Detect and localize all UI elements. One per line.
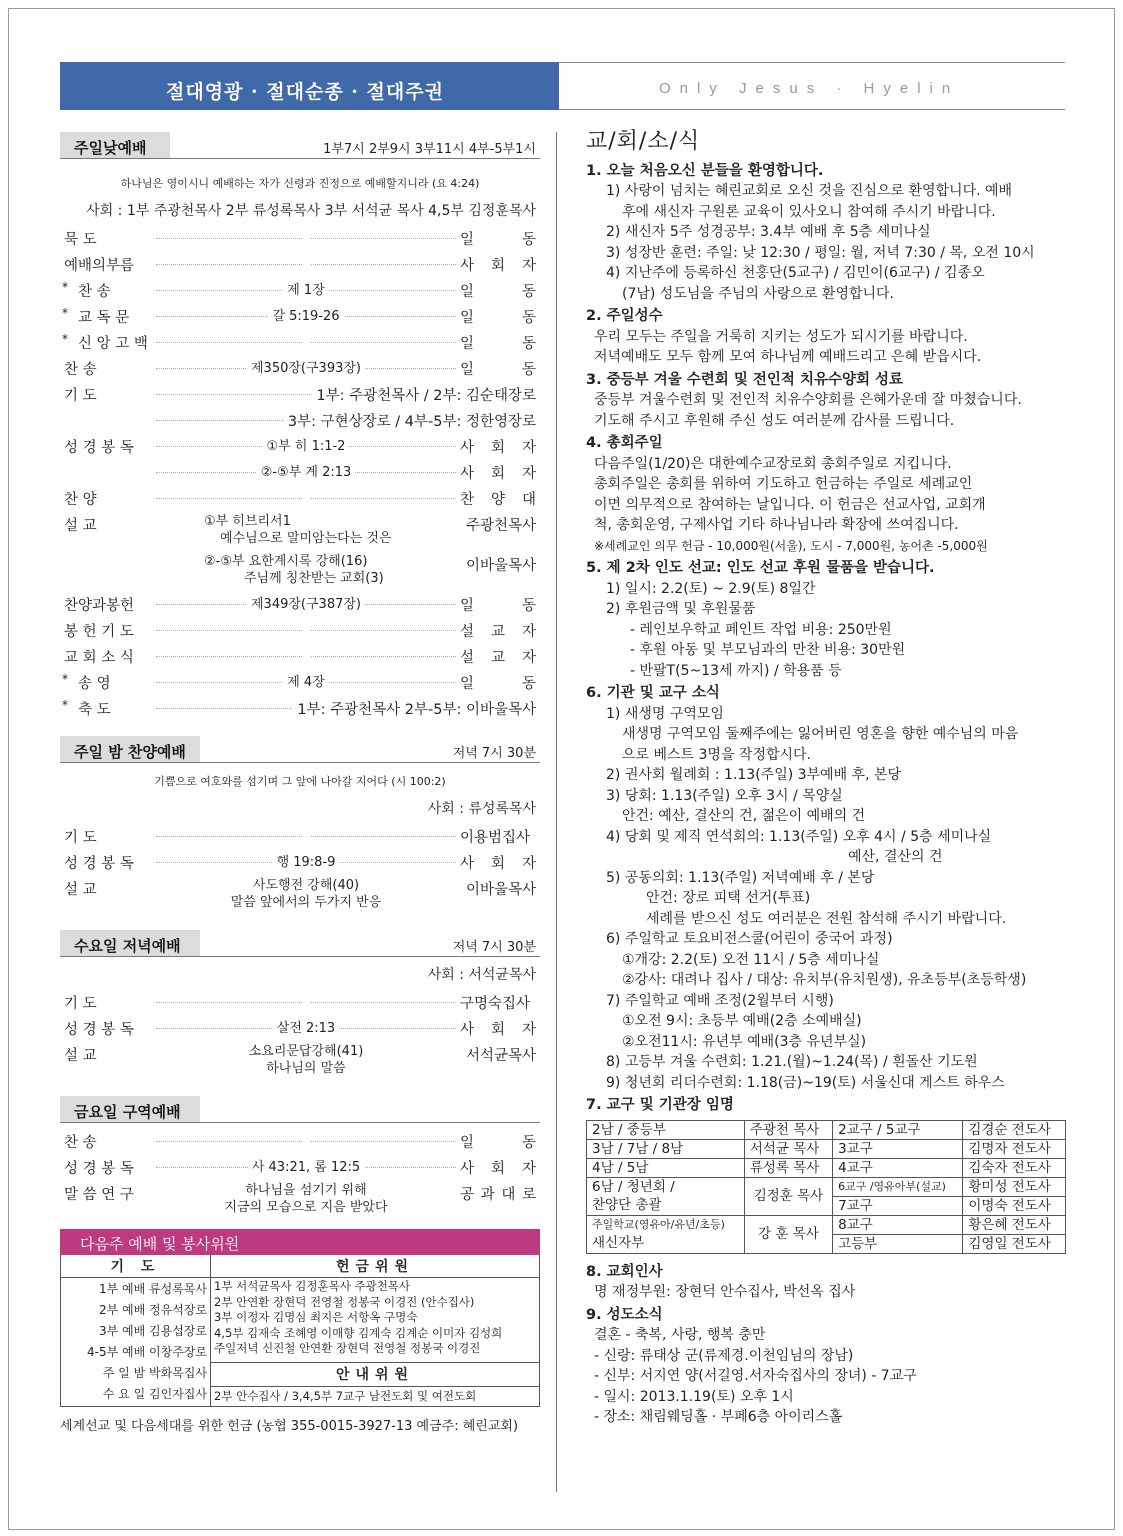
news-heading: 6. 기관 및 교구 소식 (586, 685, 720, 701)
order-label: 교 독 문 (78, 310, 130, 326)
news-line: 안건: 장로 피택 선거(투표) (646, 890, 811, 906)
order-leader: 일 동 (460, 280, 536, 301)
sermon-title: 예수님으로 말미암는다는 것은 (200, 531, 396, 546)
news-line: - 레인보우학교 페인트 작업 비용: 250만원 (630, 621, 892, 638)
order-label: 말 씀 연 구 (64, 1187, 134, 1203)
news-line: 4) 지난주에 등록하신 천홍단(5교구) / 김민이(6교구) / 김종오 (606, 265, 985, 281)
order-content (302, 331, 310, 346)
news-line: 2) 새신자 5주 성경공부: 3.4부 예배 후 5층 세미나실 (606, 224, 931, 240)
news-line: 3) 당회: 1.13(주일) 오후 3시 / 목양실 (606, 787, 843, 804)
offering-assignment: 1부 서석균목사 김정훈목사 주광천목사 (214, 1279, 411, 1293)
sermon-text: 사도행전 강해(40) (249, 878, 363, 893)
order-row (60, 616, 540, 642)
order-row: * 신 앙 고 백 일 동 (62, 332, 536, 352)
order-row (60, 822, 540, 848)
appointment-cell: 김정훈 목사 (744, 1177, 832, 1215)
order-leader: 구명숙집사 (460, 992, 536, 1013)
order-row (60, 250, 540, 276)
news-line: 3) 성장반 훈련: 주일: 낮 12:30 / 평일: 월, 저녁 7:30 / 목, 오전 10시 (606, 244, 1035, 261)
order-leader: 공 과 대 로 (460, 1183, 536, 1204)
news-line: (7남) 성도님을 주님의 사랑으로 환영합니다. (622, 285, 894, 302)
order-label: 기 도 (64, 996, 97, 1012)
order-label: 기 도 (64, 830, 97, 846)
news-line: - 신부: 서지연 양(서길영.서자숙집사의 장녀) - 7교구 (594, 1368, 917, 1384)
prayer-assignment: 2부 예배 정유석장로 (98, 1303, 207, 1317)
news-heading: 7. 교구 및 기관장 임명 (586, 1097, 734, 1113)
order-label: 성 경 봉 독 (64, 1022, 134, 1038)
order-leader: 1부: 주광천목사 2부-5부: 이바울목사 (293, 698, 536, 719)
order-content (302, 253, 310, 268)
order-label: 기 도 (64, 388, 97, 404)
appointment-cell: 김경순 전도사 (963, 1120, 1066, 1139)
order-label: 봉 헌 기 도 (64, 624, 134, 640)
column-divider (556, 132, 557, 1492)
news-line: 우리 모두는 주일을 거룩히 지키는 성도가 되시기를 바랍니다. (594, 328, 968, 345)
order-row: * 축 도 1부: 주광천목사 2부-5부: 이바울목사 (62, 698, 536, 718)
news-line: 후에 새신자 구원론 교육이 있사오니 참여해 주시기 바랍니다. (622, 203, 996, 220)
news-line: 으로 베스트 3명을 작정합시다. (622, 746, 811, 763)
sermon-title: 하나님의 말씀 (262, 1061, 349, 1076)
appointment-cell: 고등부 (833, 1234, 963, 1253)
order-content (302, 645, 310, 660)
offering-assignment: 주일저녁 신진철 안연환 장현덕 전영철 정봉국 이경진 (214, 1341, 481, 1355)
header-banner: 절대영광 · 절대순종 · 절대주권 (60, 62, 559, 110)
news-line: 7) 주일학교 예배 조정(2월부터 시행) (606, 992, 834, 1009)
order-leader: 사 회 자 (460, 254, 536, 275)
order-content (302, 227, 310, 242)
order-row (60, 988, 540, 1014)
service-time: 저녁 7시 30분 (452, 940, 536, 955)
order-content: 행 19:8-9 (273, 855, 340, 870)
next-week-section (60, 1229, 540, 1407)
header-tagline: Only Jesus · Hyelin (559, 62, 1065, 110)
offering-assignment: 3부 이정자 김명심 최지은 서항옥 구명숙 (214, 1310, 418, 1324)
appointment-cell: 이명숙 전도사 (963, 1196, 1066, 1215)
appointment-cell: 2교구 / 5교구 (833, 1120, 963, 1139)
presider: 사회 : 류성록목사 (427, 801, 536, 817)
appointment-cell: 3남 / 7남 / 8남 (587, 1139, 745, 1158)
col-offering: 헌금위원 (211, 1255, 540, 1278)
sermon-title: 주님께 칭찬받는 교회(3) (200, 571, 388, 586)
col-guide: 안내위원 (211, 1362, 540, 1386)
news-line: ②강사: 대려나 집사 / 대상: 유치부(유치원생), 유초등부(초등학생) (622, 972, 1027, 988)
order-leader: 설 교 자 (460, 620, 536, 641)
order-leader: 주광천목사 (462, 514, 536, 535)
prayer-assignment: 1부 예배 류성록목사 (98, 1282, 207, 1296)
offering-assignment: 2부 안연환 장현덕 전영철 정봉국 이경진 (안수집사) (214, 1294, 475, 1309)
news-line: ②오전11시: 유년부 예배(3층 유년부실) (622, 1033, 867, 1050)
order-content (302, 825, 310, 840)
order-row (60, 1127, 540, 1153)
presider: 사회 : 1부 주광천목사 2부 류성록목사 3부 서석균 목사 4,5부 김정훈목사 (86, 203, 536, 219)
appointment-cell: 8교구 (833, 1215, 963, 1234)
guide-text: 2부 안수집사 / 3,4,5부 7교구 남전도회 및 여전도회 (211, 1386, 540, 1406)
order-leader: 일 동 (460, 1131, 536, 1152)
order-content: 제 1장 (283, 283, 329, 298)
worship-column (60, 132, 540, 1434)
news-line: - 반팔T(5~13세 까지) / 학용품 등 (630, 662, 842, 679)
order-label: 설 교 (64, 1048, 97, 1064)
section-header-sunday (60, 132, 540, 159)
news-heading: 9. 성도소식 (586, 1306, 663, 1323)
section-title: 주일낮예배 (60, 132, 170, 158)
news-heading: 3. 중등부 겨울 수련회 및 전인적 치유수양회 성료 (586, 371, 904, 388)
order-label: 묵 도 (64, 232, 97, 248)
appointment-cell: 2남 / 중등부 (587, 1120, 745, 1139)
news-line: 이면 의무적으로 참여하는 날입니다. 이 헌금은 선교사업, 교회개 (594, 496, 986, 513)
order-leader: 일 동 (460, 228, 536, 249)
news-column (586, 129, 1066, 1428)
next-week-table (60, 1255, 540, 1407)
section-title: 수요일 저녁예배 (60, 930, 200, 956)
order-leader: 이바울목사 (462, 878, 536, 899)
order-content: ①부 히 1:1-2 (263, 439, 350, 454)
order-leader: 서석균목사 (462, 1044, 536, 1065)
news-line: 세례를 받으신 성도 여러분은 전원 참석해 주시기 바랍니다. (646, 910, 1007, 927)
news-line: - 장소: 채림웨딩홀 · 부페6층 아이리스홀 (594, 1409, 843, 1425)
order-label: 설 교 (64, 518, 97, 534)
order-content (302, 991, 310, 1006)
order-content (302, 487, 310, 502)
appointment-cell: 7교구 (833, 1196, 963, 1215)
appointment-cell: 류성록 목사 (744, 1158, 832, 1177)
news-heading: 8. 교회인사 (586, 1263, 663, 1280)
order-content: 제349장(구387장) (247, 597, 365, 612)
news-line: ※세례교인 의무 헌금 - 10,000원(서울), 도시 - 7,000원, 농어촌 -5,000원 (594, 538, 988, 553)
offering-assignment: 4,5부 김재숙 조혜영 이매향 김계숙 김계순 이미자 김성희 (214, 1325, 503, 1340)
order-row (60, 432, 540, 458)
order-content (302, 1130, 310, 1145)
order-row (60, 848, 540, 874)
order-label: 성 경 봉 독 (64, 1161, 134, 1177)
news-title: 교/회/소/식 (586, 129, 701, 154)
order-content: 살전 2:13 (273, 1021, 339, 1036)
order-content: 제350장(구393장) (247, 361, 365, 376)
order-label: 예배의부름 (64, 258, 135, 274)
order-label: 축 도 (78, 702, 111, 718)
appointment-cell: 황미성 전도사 (963, 1177, 1066, 1196)
news-line: 6) 주일학교 토요비전스쿨(어린이 중국어 과정) (606, 931, 893, 947)
order-row (60, 380, 540, 406)
appointment-cell: 김영일 전도사 (963, 1234, 1066, 1253)
news-line: 총회주일은 총회를 위하여 기도하고 헌금하는 주일로 세례교인 (594, 476, 973, 492)
order-label: 송 영 (78, 676, 111, 692)
news-line: 1) 사랑이 넘치는 혜린교회로 오신 것을 진심으로 환영합니다. 예배 (606, 183, 1013, 199)
order-leader: 일 동 (460, 594, 536, 615)
order-content: 갈 5:19-26 (268, 309, 343, 324)
study-title: 지금의 모습으로 지음 받았다 (220, 1200, 391, 1215)
appointment-cell: 서석균 목사 (744, 1139, 832, 1158)
appointment-cell: 황은혜 전도사 (963, 1215, 1066, 1234)
news-line: 5) 공동의회: 1.13(주일) 저녁예배 후 / 본당 (606, 869, 875, 886)
news-line: - 신랑: 류태상 군(류제경.이천임님의 장남) (594, 1347, 854, 1364)
order-row (60, 550, 540, 590)
study-text: 하나님을 섬기기 위해 (241, 1183, 370, 1198)
order-row (60, 224, 540, 250)
order-leader: 3부: 구현상장로 / 4부-5부: 정한영장로 (284, 410, 536, 431)
order-row (60, 1014, 540, 1040)
appointment-row (587, 1177, 1066, 1196)
news-line: 기도해 주시고 후원해 주신 성도 여러분께 감사를 드립니다. (594, 412, 955, 429)
order-row (60, 642, 540, 668)
news-line: 결혼 - 축복, 사랑, 행복 충만 (594, 1327, 766, 1343)
order-row (60, 1153, 540, 1179)
service-times: 1부7시 2부9시 3부11시 4부-5부1시 (323, 142, 536, 157)
news-line: 예산, 결산의 건 (848, 849, 943, 865)
verse: 하나님은 영이시니 예배하는 자가 신령과 진정으로 예배할지니라 (요 4:24) (120, 177, 480, 190)
order-label: 교 회 소 식 (64, 650, 134, 666)
order-leader: 사 회 자 (460, 436, 536, 457)
news-line: 1) 일시: 2.2(토) ~ 2.9(토) 8일간 (606, 580, 816, 597)
news-line: ①개강: 2.2(토) 오전 11시 / 5층 세미나실 (622, 951, 880, 968)
order-leader: 사 회 자 (460, 852, 536, 873)
sermon-text: 소요리문답강해(41) (245, 1044, 368, 1059)
appointment-cell: 4남 / 5남 (587, 1158, 745, 1177)
news-line: 새생명 구역모임 둘째주에는 잃어버린 영혼을 향한 예수님의 마음 (622, 726, 1019, 742)
sermon-text: ①부 히브리서1 (200, 514, 295, 529)
appointment-cell: 주광천 목사 (744, 1120, 832, 1139)
order-leader: 일 동 (460, 332, 536, 353)
news-heading: 1. 오늘 처음오신 분들을 환영합니다. (586, 162, 824, 179)
prayer-assignment: 수 요 일 김인자집사 (102, 1387, 207, 1401)
section-header-wednesday (60, 930, 540, 957)
news-line: 명 재정부원: 장현덕 안수집사, 박선옥 집사 (594, 1284, 856, 1300)
appointment-cell: 3교구 (833, 1139, 963, 1158)
appointment-cell: 김숙자 전도사 (963, 1158, 1066, 1177)
order-row (60, 874, 540, 914)
order-label: 설 교 (64, 882, 97, 898)
news-line: - 일시: 2013.1.19(토) 오후 1시 (594, 1388, 794, 1405)
sermon-title: 말씀 앞에서의 두가지 반응 (227, 895, 386, 910)
order-leader: 1부: 주광천목사 / 2부: 김순태장로 (312, 384, 536, 405)
order-row (60, 406, 540, 432)
appointment-cell: 6교구 /영유아부(설교) (833, 1177, 963, 1196)
order-label: 찬 송 (64, 362, 97, 378)
order-label: 찬 송 (78, 284, 111, 300)
appointment-cell: 주일학교(영유아/유년/초등) (587, 1215, 745, 1234)
news-line: 다음주일(1/20)은 대한예수교장로회 총회주일로 지킵니다. (594, 455, 952, 472)
order-row (60, 354, 540, 380)
order-label: 신 앙 고 백 (78, 336, 148, 352)
order-label: 찬양과봉헌 (64, 598, 135, 614)
appointment-row (587, 1215, 1066, 1234)
order-label: 성 경 봉 독 (64, 440, 134, 456)
order-leader: 이바울목사 (462, 554, 536, 575)
order-row (60, 590, 540, 616)
appointment-table (586, 1120, 1066, 1254)
news-heading: 4. 총회주일 (586, 435, 663, 451)
appointment-cell: 김명자 전도사 (963, 1139, 1066, 1158)
section-header-sunday-night (60, 736, 540, 763)
news-line: 중등부 겨울수련회 및 전인적 치유수양회를 은혜가운데 잘 마쳤습니다. (594, 392, 1022, 408)
appointment-row (587, 1139, 1066, 1158)
order-leader: 설 교 자 (460, 646, 536, 667)
appointment-cell: 강 훈 목사 (744, 1215, 832, 1253)
prayer-assignment: 4-5부 예배 이창주장로 (87, 1345, 207, 1359)
news-line: 저녁예배도 모두 함께 모여 하나님께 예배드리고 은혜 받읍시다. (594, 349, 982, 365)
news-line: ①오전 9시: 초등부 예배(2층 소예배실) (622, 1013, 862, 1029)
section-header-friday (60, 1096, 540, 1123)
service-time: 저녁 7시 30분 (452, 746, 536, 761)
next-week-title: 다음주 예배 및 봉사위원 (60, 1229, 540, 1255)
presider: 사회 : 서석균목사 (427, 967, 536, 983)
order-label: 찬 양 (64, 492, 97, 508)
order-row: * 찬 송 제 1장 일 동 (62, 280, 536, 300)
order-content: ②-⑤부 계 2:13 (257, 465, 356, 480)
order-content: 제 4장 (283, 675, 329, 690)
order-leader: 사 회 자 (460, 1157, 536, 1178)
news-line: 척, 총회운영, 구제사업 기타 하나님나라 확장에 쓰여집니다. (594, 517, 959, 533)
news-line: 2) 후원금액 및 후원물품 (606, 601, 756, 617)
order-row (60, 1179, 540, 1219)
sermon-text: ②-⑤부 요한계시록 강해(16) (200, 554, 371, 569)
col-prayer: 기 도 (61, 1255, 211, 1278)
appointment-row (587, 1120, 1066, 1139)
news-line: - 후원 아동 및 부모님과의 만찬 비용: 30만원 (630, 642, 906, 658)
appointment-row (587, 1158, 1066, 1177)
appointment-cell: 4교구 (833, 1158, 963, 1177)
prayer-assignment: 주 일 밤 박화목집사 (102, 1366, 207, 1380)
order-leader: 일 동 (460, 358, 536, 379)
order-content: 사 43:21, 롬 12:5 (248, 1160, 364, 1175)
order-leader: 이용범집사 (460, 826, 536, 847)
verse: 기쁨으로 여호와를 섬기며 그 앞에 나아갈 지어다 (시 100:2) (154, 775, 446, 788)
order-row: * 송 영 제 4장 일 동 (62, 672, 536, 692)
section-title: 금요일 구역예배 (60, 1096, 200, 1122)
appointment-cell: 새신자부 (587, 1234, 745, 1253)
news-line: 안건: 예산, 결산의 건, 젊은이 예배의 건 (622, 808, 866, 824)
news-line: 2) 권사회 월례회 : 1.13(주일) 3부예배 후, 본당 (606, 767, 902, 783)
order-row (60, 1040, 540, 1080)
news-line: 9) 청년회 리더수련회: 1.18(금)~19(토) 서울신대 게스트 하우스 (606, 1074, 1005, 1091)
order-label: 성 경 봉 독 (64, 856, 134, 872)
section-title: 주일 밤 찬양예배 (60, 736, 200, 762)
appointment-cell: 6남 / 청년회 / (587, 1177, 745, 1196)
news-line: 4) 당회 및 제직 연석회의: 1.13(주일) 오후 4시 / 5층 세미나실 (606, 828, 992, 845)
order-row (60, 510, 540, 550)
offering-account-note: 세계선교 및 다음세대를 위한 헌금 (농협 355-0015-3927-13 예금주: 혜린교회) (60, 1419, 519, 1434)
order-row (60, 458, 540, 484)
order-label: 찬 송 (64, 1135, 97, 1151)
appointment-cell: 찬양단 총괄 (587, 1196, 745, 1215)
order-leader: 찬 양 대 (460, 488, 536, 509)
prayer-assignment: 3부 예배 김용섭장로 (98, 1324, 207, 1338)
order-row: * 교 독 문 갈 5:19-26 일 동 (62, 306, 536, 326)
order-row (60, 484, 540, 510)
order-leader: 사 회 자 (460, 462, 536, 483)
order-leader: 일 동 (460, 672, 536, 693)
news-line: 8) 고등부 겨울 수련회: 1.21.(월)~1.24(목) / 흰돌산 기도원 (606, 1054, 978, 1070)
order-content (302, 619, 310, 634)
news-line: 1) 새생명 구역모임 (606, 705, 724, 722)
order-leader: 사 회 자 (460, 1018, 536, 1039)
news-heading: 5. 제 2차 인도 선교: 인도 선교 후원 물품을 받습니다. (586, 560, 935, 576)
news-heading: 2. 주일성수 (586, 308, 663, 324)
order-leader: 일 동 (460, 306, 536, 327)
